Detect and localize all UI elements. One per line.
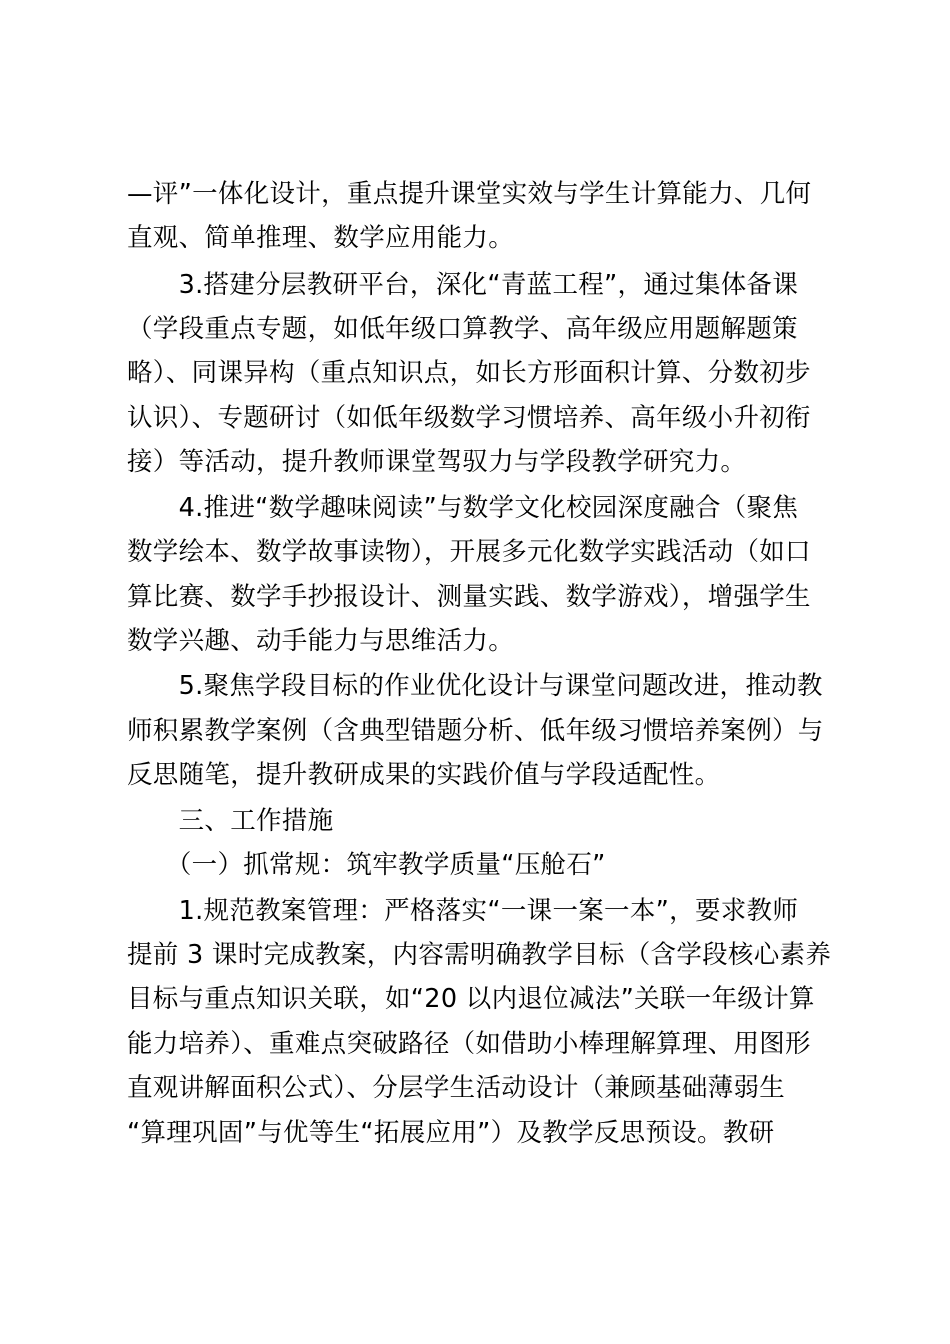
text-line: 能力培养）、重难点突破路径（如借助小棒理解算理、用图形 <box>127 1029 811 1059</box>
text-line: 反思随笔，提升教研成果的实践价值与学段适配性。 <box>127 760 721 790</box>
text-line: 提前 3 课时完成教案，内容需明确教学目标（含学段核心素养 <box>127 940 832 970</box>
text-line: 数学兴趣、动手能力与思维活力。 <box>127 626 515 656</box>
subsection-heading: （一）抓常规：筑牢教学质量“压舱石” <box>127 850 606 880</box>
text-line: （学段重点专题，如低年级口算教学、高年级应用题解题策 <box>127 314 798 344</box>
text-line: 1.规范教案管理：严格落实“一课一案一本”，要求教师 <box>127 896 799 926</box>
text-line: “算理巩固”与优等生“拓展应用”）及教学反思预设。教研 <box>127 1118 775 1148</box>
text-line: 略）、同课异构（重点知识点，如长方形面积计算、分数初步 <box>127 358 811 388</box>
text-line: 算比赛、数学手抄报设计、测量实践、数学游戏），增强学生 <box>127 582 811 612</box>
text-line: 认识）、专题研讨（如低年级数学习惯培养、高年级小升初衔 <box>127 403 811 433</box>
text-line: 接）等活动，提升教师课堂驾驭力与学段教学研究力。 <box>127 447 747 477</box>
text-line: 师积累教学案例（含典型错题分析、低年级习惯培养案例）与 <box>127 716 824 746</box>
text-line: 数学绘本、数学故事读物），开展多元化数学实践活动（如口 <box>127 537 811 567</box>
text-line: 直观、简单推理、数学应用能力。 <box>127 223 515 253</box>
text-line: 目标与重点知识关联，如“20 以内退位减法”关联一年级计算 <box>127 984 815 1014</box>
text-line: —评”一体化设计，重点提升课堂实效与学生计算能力、几何 <box>127 179 812 209</box>
text-line: 5.聚焦学段目标的作业优化设计与课堂问题改进，推动教 <box>127 671 823 701</box>
text-line: 3.搭建分层教研平台，深化“青蓝工程”，通过集体备课 <box>127 270 799 300</box>
section-heading: 三、工作措施 <box>127 806 334 836</box>
text-line: 4.推进“数学趣味阅读”与数学文化校园深度融合（聚焦 <box>127 493 799 523</box>
text-line: 直观讲解面积公式）、分层学生活动设计（兼顾基础薄弱生 <box>127 1073 786 1103</box>
